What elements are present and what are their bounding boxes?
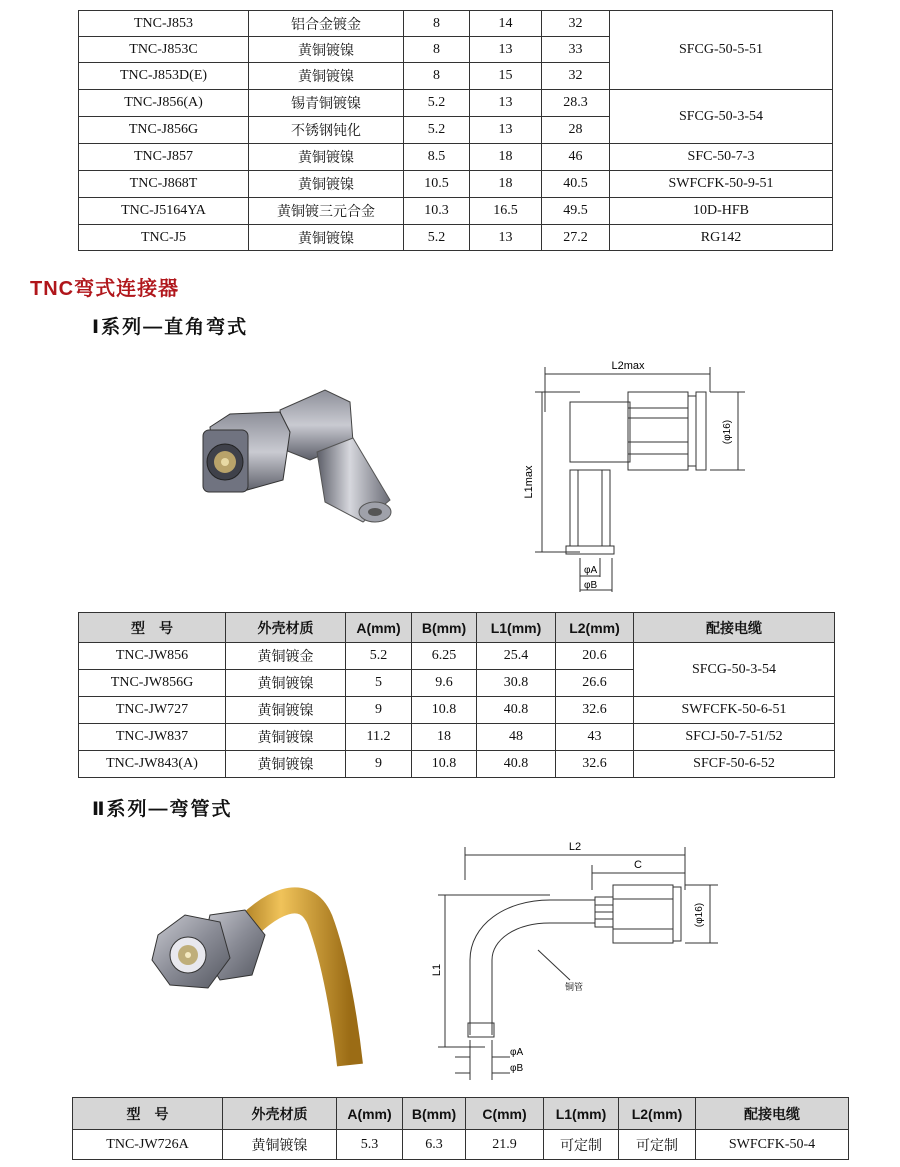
value-cell: 16.5 [470, 198, 542, 225]
value-cell: 21.9 [466, 1130, 544, 1160]
series1-table [78, 612, 835, 778]
header-material: 外壳材质 [226, 613, 346, 643]
model-cell: TNC-JW727 [79, 697, 226, 724]
connector-table-1 [78, 10, 833, 251]
model-cell: TNC-JW837 [79, 724, 226, 751]
cable-cell: SFCG-50-5-51 [610, 11, 833, 90]
value-cell: 33 [542, 37, 610, 63]
header-b: B(mm) [403, 1098, 466, 1130]
value-cell: 13 [470, 117, 542, 144]
dim-c: C [634, 859, 642, 871]
dim-phi-a: φA [510, 1047, 524, 1058]
model-cell: TNC-J856(A) [79, 90, 249, 117]
value-cell: 11.2 [346, 724, 412, 751]
model-cell: TNC-J5 [79, 225, 249, 251]
cable-cell: SFCG-50-3-54 [610, 90, 833, 144]
header-a: A(mm) [337, 1098, 403, 1130]
value-cell: 13 [470, 37, 542, 63]
model-cell: TNC-JW843(A) [79, 751, 226, 778]
value-cell: 5.2 [404, 117, 470, 144]
table-row [79, 751, 835, 778]
value-cell: 5.3 [337, 1130, 403, 1160]
series1-title: Ⅰ系列—直角弯式 [92, 317, 249, 338]
value-cell: 32 [542, 63, 610, 90]
value-cell: 18 [412, 724, 477, 751]
value-cell: 18 [470, 171, 542, 198]
value-cell: 10.8 [412, 751, 477, 778]
value-cell: 32 [542, 11, 610, 37]
model-cell: TNC-J5164YA [79, 198, 249, 225]
value-cell: 5.2 [404, 225, 470, 251]
value-cell: 28 [542, 117, 610, 144]
value-cell: 5 [346, 670, 412, 697]
header-l1: L1(mm) [544, 1098, 619, 1130]
material-cell: 黄铜镀镍 [226, 670, 346, 697]
value-cell: 5.2 [404, 90, 470, 117]
header-cable: 配接电缆 [696, 1098, 849, 1130]
table-header-row [79, 613, 835, 643]
header-cable: 配接电缆 [634, 613, 835, 643]
bent-tube-connector-photo [140, 880, 385, 1075]
value-cell: 30.8 [477, 670, 556, 697]
value-cell: 49.5 [542, 198, 610, 225]
table-row [79, 697, 835, 724]
value-cell: 6.25 [412, 643, 477, 670]
dim-l1: L1 [431, 963, 443, 977]
material-cell: 黄铜镀镍 [249, 63, 404, 90]
cable-cell: SFCJ-50-7-51/52 [634, 724, 835, 751]
cable-cell: SWFCFK-50-9-51 [610, 171, 833, 198]
material-cell: 黄铜镀金 [226, 643, 346, 670]
table-row [79, 198, 833, 225]
value-cell: 13 [470, 90, 542, 117]
value-cell: 46 [542, 144, 610, 171]
table-header-row [73, 1098, 849, 1130]
value-cell: 10.5 [404, 171, 470, 198]
value-cell: 25.4 [477, 643, 556, 670]
value-cell: 20.6 [556, 643, 634, 670]
material-cell: 黄铜镀镍 [226, 751, 346, 778]
material-cell: 黄铜镀镍 [249, 225, 404, 251]
value-cell: 43 [556, 724, 634, 751]
value-cell: 6.3 [403, 1130, 466, 1160]
header-l2: L2(mm) [619, 1098, 696, 1130]
dim-phi16: (φ16) [694, 902, 705, 928]
material-cell: 黄铜镀镍 [226, 697, 346, 724]
value-cell: 可定制 [619, 1130, 696, 1160]
value-cell: 27.2 [542, 225, 610, 251]
material-cell: 锡青铜镀镍 [249, 90, 404, 117]
cable-cell: RG142 [610, 225, 833, 251]
table-row [79, 90, 833, 117]
tube-label: 铜管 [565, 982, 584, 992]
value-cell: 8 [404, 11, 470, 37]
dim-l2max: L2max [611, 360, 645, 372]
right-angle-dimension-drawing [520, 352, 760, 602]
cable-cell: SFCF-50-6-52 [634, 751, 835, 778]
dim-phi-b: φB [584, 580, 598, 591]
material-cell: 黄铜镀镍 [226, 724, 346, 751]
header-c: C(mm) [466, 1098, 544, 1130]
model-cell: TNC-J853D(E) [79, 63, 249, 90]
model-cell: TNC-J853C [79, 37, 249, 63]
table-row [79, 171, 833, 198]
cable-cell: 10D-HFB [610, 198, 833, 225]
value-cell: 32.6 [556, 697, 634, 724]
table-row [79, 144, 833, 171]
table-row [79, 11, 833, 37]
material-cell: 铝合金镀金 [249, 11, 404, 37]
value-cell: 9 [346, 697, 412, 724]
material-cell: 黄铜镀镍 [223, 1130, 337, 1160]
bent-tube-dimension-drawing [430, 835, 730, 1085]
value-cell: 40.8 [477, 697, 556, 724]
value-cell: 15 [470, 63, 542, 90]
dim-l1max: L1max [523, 465, 535, 499]
cable-cell: SFCG-50-3-54 [634, 643, 835, 697]
cable-cell: SFC-50-7-3 [610, 144, 833, 171]
value-cell: 32.6 [556, 751, 634, 778]
value-cell: 8.5 [404, 144, 470, 171]
value-cell: 18 [470, 144, 542, 171]
cable-cell: SWFCFK-50-6-51 [634, 697, 835, 724]
dim-phi-b: φB [510, 1063, 524, 1074]
value-cell: 9.6 [412, 670, 477, 697]
material-cell: 黄铜镀镍 [249, 144, 404, 171]
header-l1: L1(mm) [477, 613, 556, 643]
value-cell: 可定制 [544, 1130, 619, 1160]
material-cell: 黄铜镀三元合金 [249, 198, 404, 225]
value-cell: 8 [404, 37, 470, 63]
table-row [73, 1130, 849, 1160]
value-cell: 13 [470, 225, 542, 251]
value-cell: 40.8 [477, 751, 556, 778]
material-cell: 不锈钢钝化 [249, 117, 404, 144]
model-cell: TNC-JW856G [79, 670, 226, 697]
value-cell: 8 [404, 63, 470, 90]
value-cell: 28.3 [542, 90, 610, 117]
series2-table [72, 1097, 849, 1160]
value-cell: 5.2 [346, 643, 412, 670]
model-cell: TNC-J856G [79, 117, 249, 144]
header-model: 型 号 [73, 1098, 223, 1130]
value-cell: 9 [346, 751, 412, 778]
header-material: 外壳材质 [223, 1098, 337, 1130]
model-cell: TNC-J857 [79, 144, 249, 171]
value-cell: 40.5 [542, 171, 610, 198]
dim-l2: L2 [568, 841, 582, 853]
header-a: A(mm) [346, 613, 412, 643]
value-cell: 10.8 [412, 697, 477, 724]
model-cell: TNC-J853 [79, 11, 249, 37]
material-cell: 黄铜镀镍 [249, 37, 404, 63]
dim-phi16: (φ16) [722, 419, 733, 445]
header-b: B(mm) [412, 613, 477, 643]
cable-cell: SWFCFK-50-4 [696, 1130, 849, 1160]
value-cell: 10.3 [404, 198, 470, 225]
model-cell: TNC-JW726A [73, 1130, 223, 1160]
right-angle-connector-photo [185, 372, 405, 532]
model-cell: TNC-JW856 [79, 643, 226, 670]
model-cell: TNC-J868T [79, 171, 249, 198]
value-cell: 26.6 [556, 670, 634, 697]
table-row [79, 225, 833, 251]
header-l2: L2(mm) [556, 613, 634, 643]
value-cell: 14 [470, 11, 542, 37]
series2-title: Ⅱ系列—弯管式 [92, 799, 233, 820]
header-model: 型 号 [79, 613, 226, 643]
table-row [79, 724, 835, 751]
section-title: TNC弯式连接器 [30, 278, 180, 300]
dim-phi-a: φA [584, 565, 598, 576]
material-cell: 黄铜镀镍 [249, 171, 404, 198]
value-cell: 48 [477, 724, 556, 751]
table-row [79, 643, 835, 670]
